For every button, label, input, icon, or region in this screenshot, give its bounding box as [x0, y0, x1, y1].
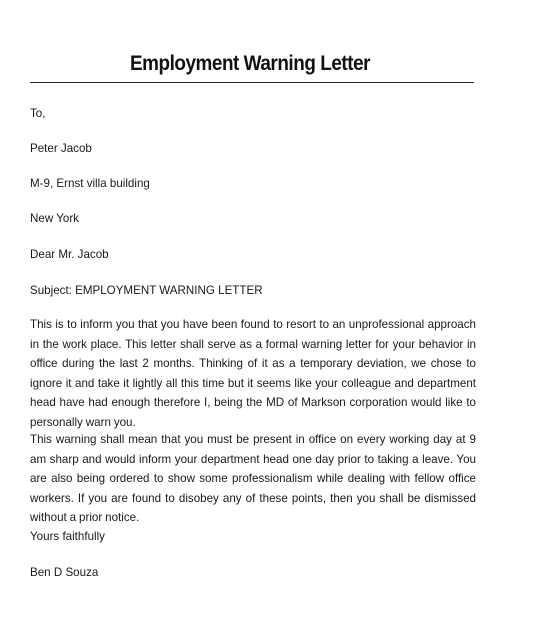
closing: Yours faithfully	[30, 530, 105, 543]
salutation-to: To,	[30, 107, 46, 120]
recipient-name: Peter Jacob	[30, 142, 92, 155]
subject-line: Subject: EMPLOYMENT WARNING LETTER	[30, 284, 263, 297]
title-divider	[30, 82, 474, 83]
letter-title: Employment Warning Letter	[129, 52, 371, 75]
address-line-2: New York	[30, 212, 79, 225]
greeting: Dear Mr. Jacob	[30, 248, 109, 261]
address-line-1: M-9, Ernst villa building	[30, 177, 150, 190]
body-paragraph-2: This warning shall mean that you must be present in office on every working day at 9 am sharp and would inform your department head one day prior to taking a leave. You are also being ordered to show some professionalism while dealing with fellow office workers. If you are found to disobey any of these points, then you shall be dismissed without a prior notice.	[30, 433, 476, 524]
signature-name: Ben D Souza	[30, 566, 99, 579]
body-paragraph-1: This is to inform you that you have been found to resort to an unprofessional approach in the work place. This letter shall serve as a formal warning letter for your behavior in office during the last 2 months. Thinking of it as a temporary deviation, we chose to ignore it and take it lightly all this time but it seems like your colleague and department head have had enough therefore I, being the MD of Markson corporation would like to personally warn you.	[30, 318, 476, 429]
